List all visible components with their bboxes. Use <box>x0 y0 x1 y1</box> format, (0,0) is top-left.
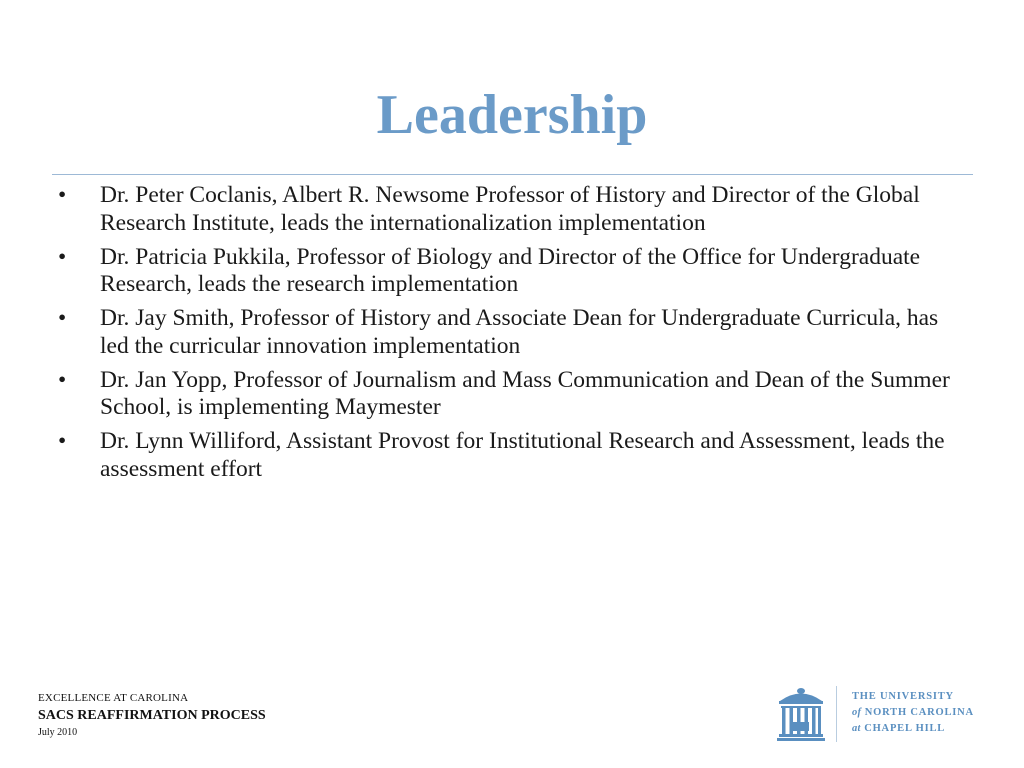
bullet-text: Dr. Peter Coclanis, Albert R. Newsome Professor of History and Director of the Global Research Institute, leads the internationalization implementation <box>100 182 920 236</box>
university-logo <box>776 684 986 744</box>
bullet-item <box>56 305 966 360</box>
bullet-item <box>56 182 966 237</box>
bullet-text: Dr. Jan Yopp, Professor of Journalism and Mass Communication and Dean of the Summer School, is implementing Maymester <box>100 366 950 420</box>
bullet-text: Dr. Patricia Pukkila, Professor of Biology and Director of the Office for Undergraduate Research, leads the research implementation <box>100 243 921 297</box>
footer <box>38 690 266 740</box>
footer-date: July 2010 <box>38 727 78 738</box>
footer-process: SACS REAFFIRMATION PROCESS <box>38 708 266 723</box>
bullet-text: Dr. Jay Smith, Professor of History and Associate Dean for Undergraduate Curricula, has led the curricular innovation implementation <box>100 305 939 359</box>
bullet-item <box>56 367 966 422</box>
footer-program: EXCELLENCE AT CAROLINA <box>38 692 189 704</box>
bullet-icon: • <box>58 243 67 270</box>
slide-title: Leadership <box>376 84 648 146</box>
bullet-icon: • <box>58 182 67 208</box>
logo-line-3: at CHAPEL HILL <box>852 723 946 734</box>
title-divider <box>52 174 973 175</box>
logo-divider <box>836 686 837 742</box>
bullet-icon: • <box>58 305 67 331</box>
old-well-icon <box>776 684 826 744</box>
bullet-list <box>56 182 966 490</box>
logo-wordmark <box>852 689 974 737</box>
logo-line-2: of NORTH CAROLINA <box>852 707 974 718</box>
logo-line-1: THE UNIVERSITY <box>852 691 954 702</box>
bullet-item <box>56 428 966 483</box>
bullet-icon: • <box>58 428 67 454</box>
bullet-text: Dr. Lynn Williford, Assistant Provost for Institutional Research and Assessment, leads the assessment effort <box>100 428 945 482</box>
bullet-item <box>56 244 966 299</box>
bullet-icon: • <box>58 366 67 393</box>
